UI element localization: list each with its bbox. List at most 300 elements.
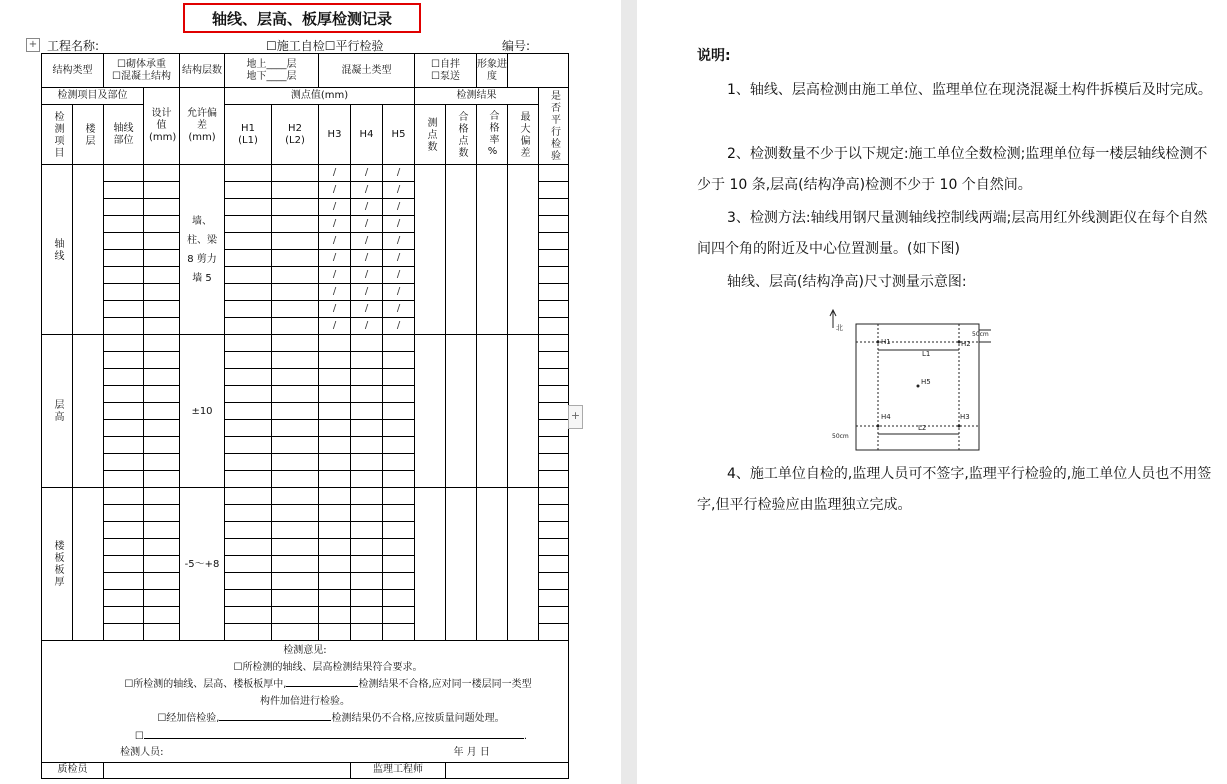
- table-row: [42, 488, 569, 505]
- design-value-cell[interactable]: [144, 420, 180, 437]
- h3-header: H3: [319, 105, 351, 165]
- slash-mark: /: [396, 167, 401, 178]
- measure-point-cell[interactable]: [319, 267, 351, 284]
- parallel-check-cell[interactable]: [539, 454, 569, 471]
- structure-options[interactable]: ☐砌体承重 ☐混凝土结构: [104, 54, 180, 88]
- design-value-header: 设计值(mm): [144, 88, 180, 165]
- measure-point-cell[interactable]: [383, 505, 415, 522]
- h5-label: H5: [921, 378, 931, 386]
- measure-point-cell[interactable]: [351, 284, 383, 301]
- measure-point-cell[interactable]: [351, 471, 383, 488]
- inspection-opinion: 检测意见: ☐所检测的轴线、层高检测结果符合要求。 ☐所检测的轴线、层高、楼板板厚中, 检测结果不合格,应对同一楼层同一类型 构件加倍进行检验。 ☐经加倍检验, 检测结果仍不合格,应按质量问题处理。 ☐ . 检测人员: 年 月 日: [42, 641, 569, 763]
- measure-point-cell[interactable]: [319, 233, 351, 250]
- design-value-cell[interactable]: [144, 284, 180, 301]
- measure-point-cell[interactable]: [383, 420, 415, 437]
- axis-part-cell[interactable]: [104, 590, 144, 607]
- parallel-check-cell[interactable]: [539, 573, 569, 590]
- measure-point-cell[interactable]: [383, 352, 415, 369]
- result-cell[interactable]: [508, 488, 539, 641]
- parallel-check-cell[interactable]: [539, 165, 569, 182]
- design-value-cell[interactable]: [144, 165, 180, 182]
- parallel-check-cell[interactable]: [539, 216, 569, 233]
- measure-point-cell[interactable]: [383, 318, 415, 335]
- measure-point-cell[interactable]: [351, 352, 383, 369]
- section-name: 层高: [42, 335, 73, 488]
- measure-point-cell[interactable]: [351, 318, 383, 335]
- measure-point-cell[interactable]: [272, 488, 319, 505]
- measure-point-cell[interactable]: [272, 182, 319, 199]
- parallel-check-cell[interactable]: [539, 284, 569, 301]
- measure-point-cell[interactable]: [319, 386, 351, 403]
- design-value-cell[interactable]: [144, 607, 180, 624]
- parallel-check-cell[interactable]: [539, 471, 569, 488]
- parallel-check-cell[interactable]: [539, 301, 569, 318]
- measure-point-cell[interactable]: [225, 505, 272, 522]
- measure-point-cell[interactable]: [272, 369, 319, 386]
- slash-mark: /: [364, 218, 369, 229]
- parallel-check-cell[interactable]: [539, 250, 569, 267]
- measure-point-cell[interactable]: [272, 165, 319, 182]
- parallel-check-cell[interactable]: [539, 505, 569, 522]
- measure-point-cell[interactable]: [272, 386, 319, 403]
- axis-part-cell[interactable]: [104, 488, 144, 505]
- measure-point-cell[interactable]: [272, 505, 319, 522]
- measure-point-cell[interactable]: [225, 318, 272, 335]
- parallel-check-cell[interactable]: [539, 624, 569, 641]
- measure-point-cell[interactable]: [225, 267, 272, 284]
- measure-point-cell[interactable]: [225, 301, 272, 318]
- axis-part-cell[interactable]: [104, 165, 144, 182]
- measure-point-cell[interactable]: [319, 301, 351, 318]
- measure-point-cell[interactable]: [383, 233, 415, 250]
- measure-point-cell[interactable]: [319, 335, 351, 352]
- measure-point-cell[interactable]: [351, 573, 383, 590]
- axis-part-cell[interactable]: [104, 335, 144, 352]
- floor-header: 楼层: [73, 105, 104, 165]
- design-value-cell[interactable]: [144, 352, 180, 369]
- slash-mark: /: [332, 303, 337, 314]
- diagram-caption: 轴线、层高(结构净高)尺寸测量示意图:: [727, 274, 967, 290]
- measure-point-cell[interactable]: [383, 403, 415, 420]
- measure-point-cell[interactable]: [351, 624, 383, 641]
- concrete-type-label: 混凝土类型: [319, 54, 415, 88]
- measure-points-header: 测点值(mm): [225, 88, 415, 105]
- measure-point-cell[interactable]: [351, 607, 383, 624]
- design-value-cell[interactable]: [144, 386, 180, 403]
- note-paragraph-4: 4、施工单位自检的,监理人员可不签字,监理平行检验的,施工单位人员也不用签字,但平行检验应由监理独立完成。: [697, 466, 1212, 513]
- measure-point-cell[interactable]: [351, 420, 383, 437]
- measure-point-cell[interactable]: [319, 199, 351, 216]
- parallel-check-cell[interactable]: [539, 607, 569, 624]
- measure-point-cell[interactable]: [225, 182, 272, 199]
- design-value-cell[interactable]: [144, 437, 180, 454]
- measure-point-cell[interactable]: [383, 539, 415, 556]
- slash-mark: /: [332, 167, 337, 178]
- measure-point-cell[interactable]: [272, 301, 319, 318]
- slash-mark: /: [396, 252, 401, 263]
- design-value-cell[interactable]: [144, 471, 180, 488]
- note-paragraph-3: 3、检测方法:轴线用钢尺量测轴线控制线两端;层高用红外线测距仪在每个自然间四个角的附近及中心位置测量。(如下图): [697, 210, 1208, 257]
- parallel-check-cell[interactable]: [539, 539, 569, 556]
- dim-top-label: 50cm: [972, 331, 989, 338]
- measure-point-cell[interactable]: [383, 182, 415, 199]
- measure-point-cell[interactable]: [319, 216, 351, 233]
- measure-point-cell[interactable]: [351, 590, 383, 607]
- measure-point-cell[interactable]: [272, 233, 319, 250]
- measure-point-cell[interactable]: [272, 318, 319, 335]
- measure-point-cell[interactable]: [319, 522, 351, 539]
- parallel-check-cell[interactable]: [539, 437, 569, 454]
- table-move-handle-icon[interactable]: +: [26, 38, 40, 52]
- measure-point-cell[interactable]: [225, 590, 272, 607]
- measure-point-cell[interactable]: [351, 199, 383, 216]
- result-cell[interactable]: [477, 165, 508, 335]
- measure-point-cell[interactable]: [383, 454, 415, 471]
- item-header: 检测项目: [42, 105, 73, 165]
- measure-point-cell[interactable]: [351, 267, 383, 284]
- measure-point-cell[interactable]: [225, 352, 272, 369]
- check-type-options[interactable]: ☐施工自检☐平行检验: [266, 39, 384, 53]
- axis-part-header: 轴线部位: [104, 105, 144, 165]
- design-value-cell[interactable]: [144, 488, 180, 505]
- design-value-cell[interactable]: [144, 267, 180, 284]
- slash-mark: /: [396, 303, 401, 314]
- parallel-check-cell[interactable]: [539, 403, 569, 420]
- slash-mark: /: [364, 235, 369, 246]
- slash-mark: /: [332, 320, 337, 331]
- result-cell[interactable]: [415, 488, 446, 641]
- design-value-cell[interactable]: [144, 573, 180, 590]
- measure-point-cell[interactable]: [351, 386, 383, 403]
- measure-point-cell[interactable]: [225, 403, 272, 420]
- measure-point-cell[interactable]: [351, 369, 383, 386]
- measure-point-cell[interactable]: [272, 267, 319, 284]
- measure-point-cell[interactable]: [351, 335, 383, 352]
- measure-point-cell[interactable]: [383, 573, 415, 590]
- measure-point-cell[interactable]: [351, 233, 383, 250]
- axis-part-cell[interactable]: [104, 522, 144, 539]
- axis-part-cell[interactable]: [104, 284, 144, 301]
- parallel-check-cell[interactable]: [539, 556, 569, 573]
- measure-point-cell[interactable]: [319, 505, 351, 522]
- axis-part-cell[interactable]: [104, 318, 144, 335]
- mix-options[interactable]: ☐自拌 ☐泵送: [415, 54, 477, 88]
- measure-point-cell[interactable]: [225, 284, 272, 301]
- measure-point-cell[interactable]: [383, 165, 415, 182]
- design-value-cell[interactable]: [144, 182, 180, 199]
- project-name-label: 工程名称:: [47, 39, 100, 53]
- measure-point-cell[interactable]: [351, 165, 383, 182]
- measure-point-cell[interactable]: [351, 556, 383, 573]
- progress-value[interactable]: [508, 54, 569, 88]
- measure-point-cell[interactable]: [383, 607, 415, 624]
- h4-header: H4: [351, 105, 383, 165]
- result-cell[interactable]: [508, 165, 539, 335]
- measure-point-cell[interactable]: [225, 165, 272, 182]
- measure-point-cell[interactable]: [272, 539, 319, 556]
- measure-point-cell[interactable]: [225, 216, 272, 233]
- axis-part-cell[interactable]: [104, 573, 144, 590]
- measure-point-cell[interactable]: [225, 454, 272, 471]
- result-cell[interactable]: [446, 335, 477, 488]
- measure-point-cell[interactable]: [383, 386, 415, 403]
- axis-part-cell[interactable]: [104, 352, 144, 369]
- measure-point-cell[interactable]: [319, 352, 351, 369]
- h4-label: H4: [881, 413, 891, 421]
- measure-point-cell[interactable]: [225, 539, 272, 556]
- axis-part-cell[interactable]: [104, 624, 144, 641]
- design-value-cell[interactable]: [144, 590, 180, 607]
- measure-point-cell[interactable]: [272, 216, 319, 233]
- measure-point-cell[interactable]: [383, 250, 415, 267]
- design-value-cell[interactable]: [144, 369, 180, 386]
- measure-point-cell[interactable]: [319, 403, 351, 420]
- measure-point-cell[interactable]: [319, 488, 351, 505]
- slash-mark: /: [364, 286, 369, 297]
- slash-mark: /: [332, 286, 337, 297]
- design-value-cell[interactable]: [144, 233, 180, 250]
- progress-label: 形象进度: [477, 54, 508, 88]
- measure-point-cell[interactable]: [383, 522, 415, 539]
- supervisor-sign-field[interactable]: [446, 762, 569, 778]
- measure-point-cell[interactable]: [383, 335, 415, 352]
- measure-point-cell[interactable]: [225, 488, 272, 505]
- design-value-cell[interactable]: [144, 301, 180, 318]
- design-value-cell[interactable]: [144, 335, 180, 352]
- slash-mark: /: [396, 184, 401, 195]
- measure-point-cell[interactable]: [383, 590, 415, 607]
- measure-point-cell[interactable]: [272, 420, 319, 437]
- slash-mark: /: [396, 201, 401, 212]
- measure-point-cell[interactable]: [272, 403, 319, 420]
- measure-point-cell[interactable]: [319, 590, 351, 607]
- allowed-deviation-cell: -5〜+8: [180, 488, 225, 641]
- axis-part-cell[interactable]: [104, 386, 144, 403]
- slash-mark: /: [396, 269, 401, 280]
- measure-point-cell[interactable]: [351, 301, 383, 318]
- measure-point-cell[interactable]: [351, 437, 383, 454]
- measure-point-cell[interactable]: [319, 369, 351, 386]
- floor-cell[interactable]: [73, 488, 104, 641]
- design-value-cell[interactable]: [144, 454, 180, 471]
- measure-point-cell[interactable]: [272, 556, 319, 573]
- measure-point-cell[interactable]: [351, 539, 383, 556]
- measure-point-cell[interactable]: [383, 556, 415, 573]
- measure-point-cell[interactable]: [272, 590, 319, 607]
- section-name: 楼板板厚: [42, 488, 73, 641]
- axis-part-cell[interactable]: [104, 454, 144, 471]
- h2-header: H2 (L2): [272, 105, 319, 165]
- axis-part-cell[interactable]: [104, 250, 144, 267]
- parallel-check-cell[interactable]: [539, 369, 569, 386]
- measure-point-cell[interactable]: [319, 420, 351, 437]
- axis-part-cell[interactable]: [104, 556, 144, 573]
- inspection-record-table: [41, 53, 569, 779]
- h3-label: H3: [960, 413, 970, 421]
- h5-header: H5: [383, 105, 415, 165]
- parallel-check-cell[interactable]: [539, 352, 569, 369]
- axis-part-cell[interactable]: [104, 267, 144, 284]
- measure-point-cell[interactable]: [272, 199, 319, 216]
- measure-point-cell[interactable]: [225, 522, 272, 539]
- measure-point-cell[interactable]: [225, 573, 272, 590]
- axis-part-cell[interactable]: [104, 437, 144, 454]
- measure-point-cell[interactable]: [319, 284, 351, 301]
- result-cell[interactable]: [446, 488, 477, 641]
- measure-point-cell[interactable]: [319, 250, 351, 267]
- result-cell[interactable]: [508, 335, 539, 488]
- measure-point-cell[interactable]: [319, 454, 351, 471]
- result-cell[interactable]: [446, 165, 477, 335]
- measure-point-cell[interactable]: [225, 556, 272, 573]
- measure-point-cell[interactable]: [351, 216, 383, 233]
- parallel-check-cell[interactable]: [539, 233, 569, 250]
- design-value-cell[interactable]: [144, 556, 180, 573]
- measure-point-cell[interactable]: [383, 284, 415, 301]
- measure-point-cell[interactable]: [272, 250, 319, 267]
- axis-part-cell[interactable]: [104, 301, 144, 318]
- measure-point-cell[interactable]: [383, 437, 415, 454]
- allowed-deviation-cell: ±10: [180, 335, 225, 488]
- measure-point-cell[interactable]: [383, 471, 415, 488]
- measure-point-cell[interactable]: [319, 556, 351, 573]
- slash-mark: /: [332, 269, 337, 280]
- measure-point-cell[interactable]: [272, 573, 319, 590]
- add-row-plus-icon[interactable]: +: [568, 405, 583, 429]
- measure-point-cell[interactable]: [319, 607, 351, 624]
- measure-point-cell[interactable]: [383, 488, 415, 505]
- measure-point-cell[interactable]: [351, 522, 383, 539]
- result-cell[interactable]: [415, 165, 446, 335]
- parallel-check-cell[interactable]: [539, 182, 569, 199]
- axis-part-cell[interactable]: [104, 182, 144, 199]
- measure-point-cell[interactable]: [272, 335, 319, 352]
- axis-part-cell[interactable]: [104, 369, 144, 386]
- axis-part-cell[interactable]: [104, 216, 144, 233]
- measure-point-cell[interactable]: [272, 454, 319, 471]
- measure-point-cell[interactable]: [272, 284, 319, 301]
- measure-point-cell[interactable]: [383, 301, 415, 318]
- parallel-check-cell[interactable]: [539, 590, 569, 607]
- result-cell[interactable]: [477, 488, 508, 641]
- measure-point-cell[interactable]: [225, 471, 272, 488]
- measure-point-cell[interactable]: [225, 250, 272, 267]
- slash-mark: /: [332, 218, 337, 229]
- measure-point-cell[interactable]: [351, 488, 383, 505]
- result-cell[interactable]: [415, 335, 446, 488]
- axis-part-cell[interactable]: [104, 505, 144, 522]
- axis-part-cell[interactable]: [104, 199, 144, 216]
- axis-part-cell[interactable]: [104, 233, 144, 250]
- parallel-check-cell[interactable]: [539, 267, 569, 284]
- measure-point-cell[interactable]: [319, 165, 351, 182]
- h2-label: H2: [961, 340, 971, 348]
- measure-point-cell[interactable]: [351, 250, 383, 267]
- design-value-cell[interactable]: [144, 539, 180, 556]
- measure-point-cell[interactable]: [319, 539, 351, 556]
- axis-part-cell[interactable]: [104, 607, 144, 624]
- measure-point-cell[interactable]: [225, 624, 272, 641]
- floor-cell[interactable]: [73, 165, 104, 335]
- measure-point-cell[interactable]: [225, 437, 272, 454]
- axis-part-cell[interactable]: [104, 403, 144, 420]
- measure-point-cell[interactable]: [351, 505, 383, 522]
- parallel-check-cell[interactable]: [539, 420, 569, 437]
- qc-sign-field[interactable]: [104, 762, 351, 778]
- measure-point-cell[interactable]: [272, 352, 319, 369]
- axis-part-cell[interactable]: [104, 539, 144, 556]
- design-value-cell[interactable]: [144, 624, 180, 641]
- north-label: 北: [836, 324, 843, 332]
- parallel-check-cell[interactable]: [539, 522, 569, 539]
- measure-point-cell[interactable]: [383, 267, 415, 284]
- design-value-cell[interactable]: [144, 505, 180, 522]
- measure-point-cell[interactable]: [225, 199, 272, 216]
- l1-label: L1: [922, 350, 931, 358]
- measure-point-cell[interactable]: [351, 454, 383, 471]
- measure-point-cell[interactable]: [319, 624, 351, 641]
- parallel-check-cell[interactable]: [539, 199, 569, 216]
- note-paragraph-2: 2、检测数量不少于以下规定:施工单位全数检测;监理单位每一楼层轴线检测不少于 10 条,层高(结构净高)检测不少于 10 个自然间。: [697, 146, 1208, 193]
- measure-point-cell[interactable]: [383, 216, 415, 233]
- measure-point-cell[interactable]: [272, 471, 319, 488]
- floors-label: 结构层数: [180, 54, 225, 88]
- design-value-cell[interactable]: [144, 403, 180, 420]
- measure-point-cell[interactable]: [272, 437, 319, 454]
- page-gap: [621, 0, 637, 784]
- measure-point-cell[interactable]: [225, 369, 272, 386]
- items-group-header: 检测项目及部位: [42, 88, 144, 105]
- measure-point-cell[interactable]: [272, 624, 319, 641]
- measure-point-cell[interactable]: [225, 420, 272, 437]
- slash-mark: /: [364, 252, 369, 263]
- result-cell[interactable]: [477, 335, 508, 488]
- measure-point-cell[interactable]: [319, 318, 351, 335]
- axis-part-cell[interactable]: [104, 420, 144, 437]
- measure-point-cell[interactable]: [225, 335, 272, 352]
- parallel-check-cell[interactable]: [539, 488, 569, 505]
- axis-part-cell[interactable]: [104, 471, 144, 488]
- measure-point-cell[interactable]: [351, 403, 383, 420]
- measure-point-cell[interactable]: [272, 607, 319, 624]
- slash-mark: /: [332, 184, 337, 195]
- measure-point-cell[interactable]: [225, 607, 272, 624]
- measure-point-cell[interactable]: [319, 182, 351, 199]
- parallel-check-cell[interactable]: [539, 335, 569, 352]
- design-value-cell[interactable]: [144, 216, 180, 233]
- measure-point-cell[interactable]: [383, 369, 415, 386]
- slash-mark: /: [364, 303, 369, 314]
- parallel-check-header: 是否平行检验: [539, 88, 569, 165]
- design-value-cell[interactable]: [144, 522, 180, 539]
- design-value-cell[interactable]: [144, 250, 180, 267]
- measure-point-cell[interactable]: [383, 624, 415, 641]
- measure-point-cell[interactable]: [351, 182, 383, 199]
- design-value-cell[interactable]: [144, 318, 180, 335]
- measure-point-cell[interactable]: [225, 233, 272, 250]
- floor-cell[interactable]: [73, 335, 104, 488]
- parallel-check-cell[interactable]: [539, 318, 569, 335]
- parallel-check-cell[interactable]: [539, 386, 569, 403]
- measure-point-cell[interactable]: [319, 437, 351, 454]
- measure-point-cell[interactable]: [225, 386, 272, 403]
- measure-point-cell[interactable]: [383, 199, 415, 216]
- measure-point-cell[interactable]: [319, 573, 351, 590]
- measure-point-cell[interactable]: [319, 471, 351, 488]
- measure-point-cell[interactable]: [272, 522, 319, 539]
- slash-mark: /: [396, 218, 401, 229]
- design-value-cell[interactable]: [144, 199, 180, 216]
